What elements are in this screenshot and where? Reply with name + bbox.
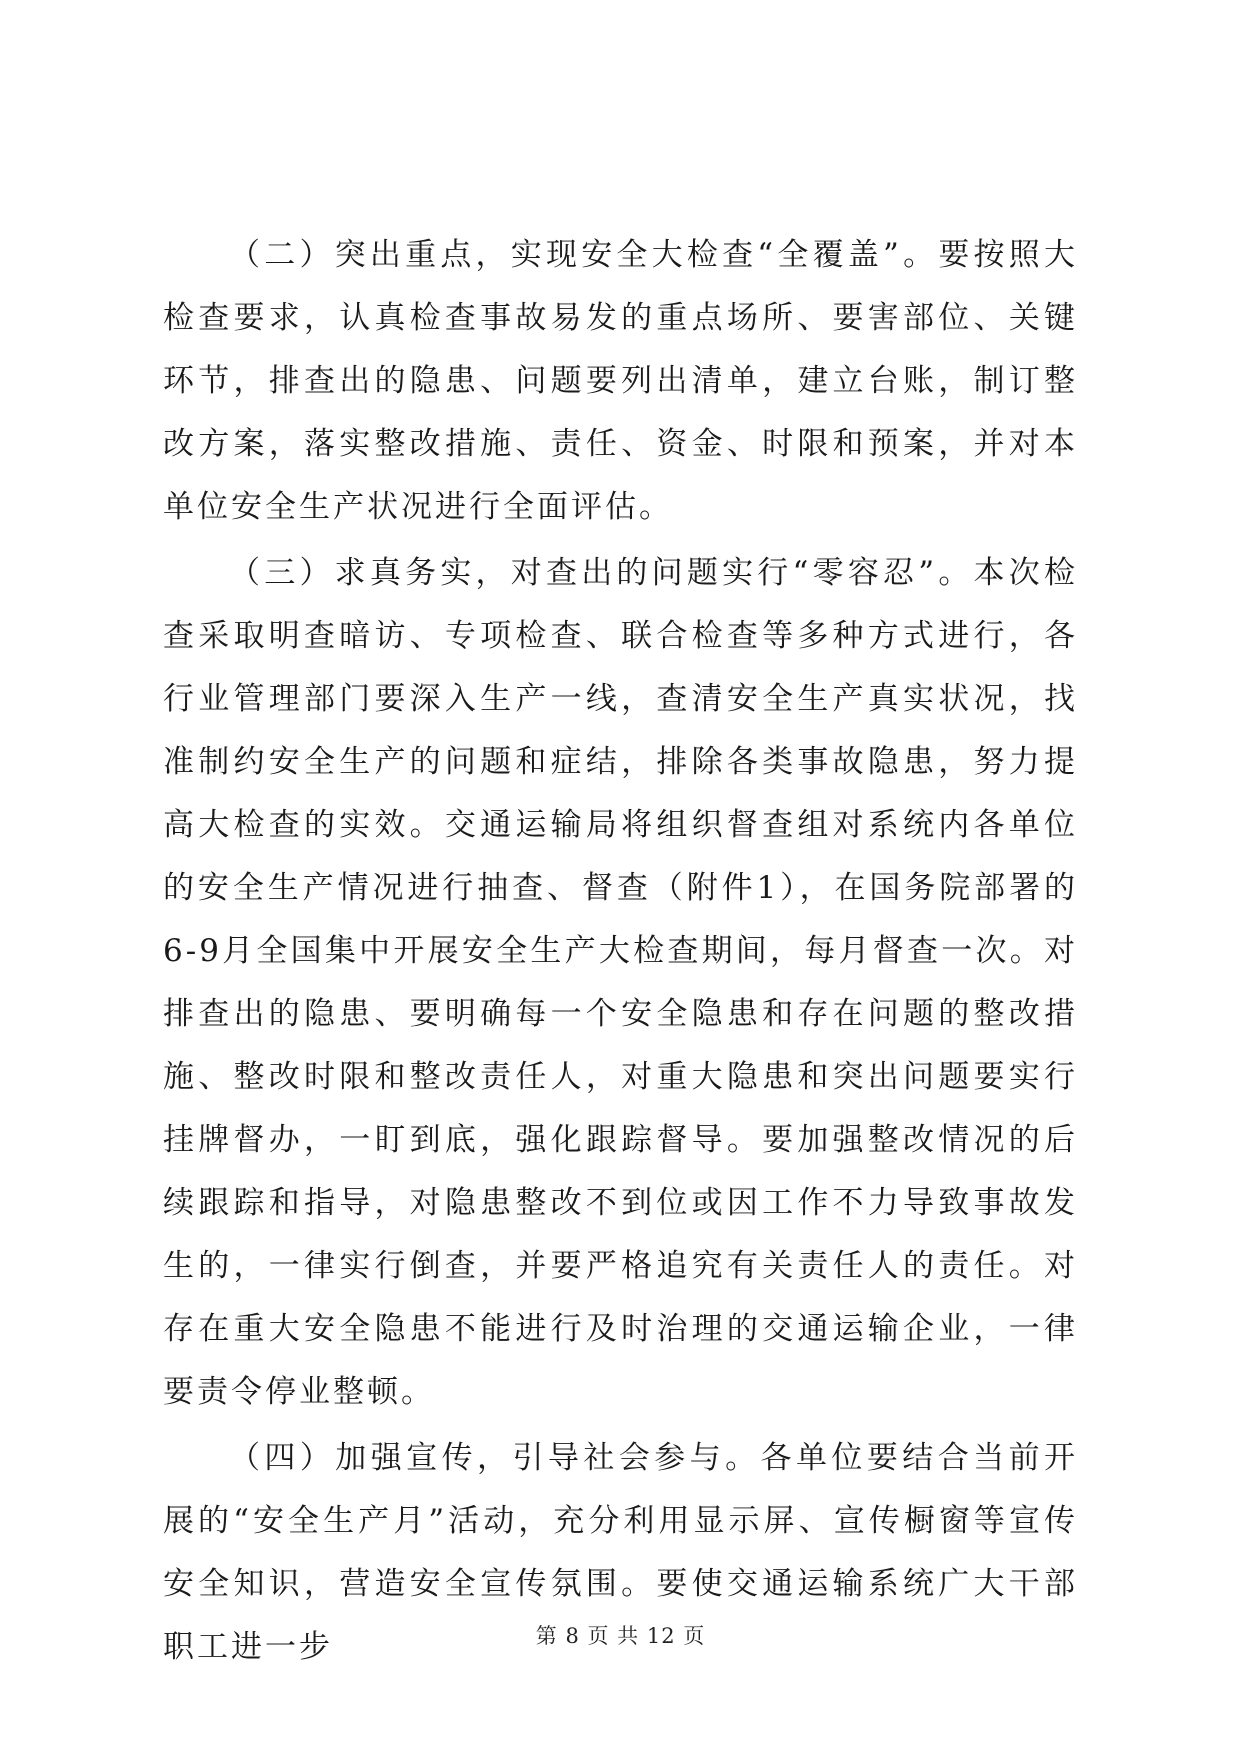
body-text: [163, 224, 1078, 1682]
paragraph-4-publicity: （四）加强宣传，引导社会参与。各单位要结合当前开展的“安全生产月”活动，充分利用显示屏、宣传橱窗等宣传安全知识，营造安全宣传氛围。要使交通运输系统广大干部职工进一步: [163, 1440, 1078, 1665]
paragraph-2-key-points: （二）突出重点，实现安全大检查“全覆盖”。要按照大检查要求，认真检查事故易发的重点场所、要害部位、关键环节，排查出的隐患、问题要列出清单，建立台账，制订整改方案，落实整改措施、责任、资金、时限和预案，并对本单位安全生产状况进行全面评估。: [163, 237, 1078, 525]
page-number-footer: 第 8 页 共 12 页: [535, 1624, 706, 1648]
paragraph-3-zero-tolerance: （三）求真务实，对查出的问题实行“零容忍”。本次检查采取明查暗访、专项检查、联合检查等多种方式进行，各行业管理部门要深入生产一线，查清安全生产真实状况，找准制约安全生产的问题和症结，排除各类事故隐患，努力提高大检查的实效。交通运输局将组织督查组对系统内各单位的安全生产情况进行抽查、督查（附件1），在国务院部署的6-9月全国集中开展安全生产大检查期间，每月督查一次。对排查出的隐患、要明确每一个安全隐患和存在问题的整改措施、整改时限和整改责任人，对重大隐患和突出问题要实行挂牌督办，一盯到底，强化跟踪督导。要加强整改情况的后续跟踪和指导，对隐患整改不到位或因工作不力导致事故发生的，一律实行倒查，并要严格追究有关责任人的责任。对存在重大安全隐患不能进行及时治理的交通运输企业，一律要责令停业整顿。: [163, 555, 1078, 1410]
